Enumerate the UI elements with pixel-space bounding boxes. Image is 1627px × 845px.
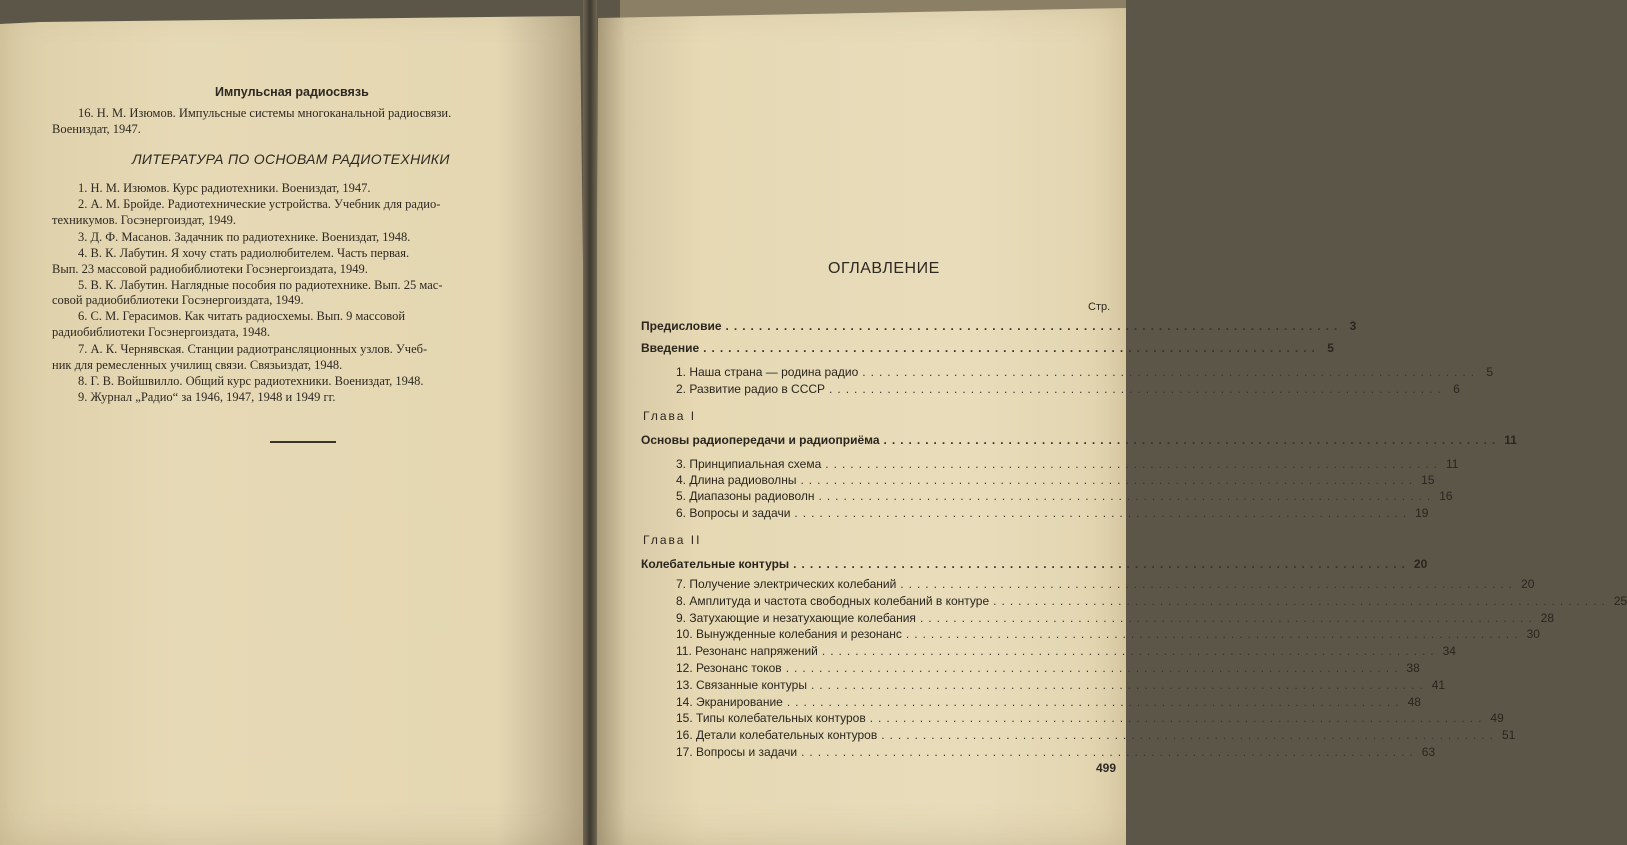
literature-item: 1. Н. М. Изюмов. Курс радиотехники. Воениздат, 1947. xyxy=(78,181,371,195)
toc-entry: 13. Связанные контуры .......................................................................... 41 xyxy=(676,678,1446,692)
toc-entry: 17. Вопросы и задачи .......................................................................... 63 xyxy=(676,745,1436,759)
toc-entry: Основы радиопередачи и радиоприёма .......................................................................... 11 xyxy=(641,433,1517,447)
toc-entry: 5. Диапазоны радиоволн .......................................................................... 16 xyxy=(676,489,1453,503)
toc-entry: 16. Детали колебательных контуров .......................................................................... 51 xyxy=(676,728,1516,742)
literature-item: 4. В. К. Лабутин. Я хочу стать радиолюбителем. Часть первая. xyxy=(78,246,410,260)
toc-entry: 6. Вопросы и задачи .......................................................................... 19 xyxy=(676,506,1429,520)
literature-item-cont: Вып. 23 массовой радиобиблиотеки Госэнергоиздата, 1949. xyxy=(52,262,368,276)
literature-item-cont: ник для ремесленных училищ связи. Связьиздат, 1948. xyxy=(52,358,343,372)
toc-entry: Введение .......................................................................... 5 xyxy=(641,341,1334,355)
toc-entry: Предисловие .......................................................................... 3 xyxy=(641,319,1357,333)
literature-item: 3. Д. Ф. Масанов. Задачник по радиотехнике. Воениздат, 1948. xyxy=(78,230,411,244)
literature-item: 8. Г. В. Войшвилло. Общий курс радиотехники. Воениздат, 1948. xyxy=(78,374,424,388)
toc-title: ОГЛАВЛЕНИЕ xyxy=(828,260,940,277)
literature-item: 2. А. М. Бройде. Радиотехнические устройства. Учебник для радио- xyxy=(78,197,441,211)
page-number: 499 xyxy=(1096,761,1117,775)
toc-entry: 11. Резонанс напряжений .......................................................................... 34 xyxy=(676,644,1456,658)
literature-item: 6. С. М. Герасимов. Как читать радиосхемы. Вып. 9 массовой xyxy=(78,309,406,323)
pulse-entry-line2: Воениздат, 1947. xyxy=(52,122,141,136)
literature-item-cont: радиобиблиотеки Госэнергоиздата, 1948. xyxy=(52,325,270,339)
toc-entry: 1. Наша страна — родина радио .......................................................................... 5 xyxy=(676,365,1493,379)
literature-item: 7. А. К. Чернявская. Станции радиотрансляционных узлов. Учеб- xyxy=(78,342,428,356)
toc-entry: 2. Развитие радио в СССР .......................................................................... 6 xyxy=(676,382,1460,396)
toc-entry: 10. Вынужденные колебания и резонанс .......................................................................... 30 xyxy=(676,627,1540,641)
toc-entry: 4. Длина радиоволны .......................................................................... 15 xyxy=(676,473,1435,487)
closing-rule xyxy=(270,441,336,443)
chapter-heading: Глава I xyxy=(643,409,697,423)
toc-entry: 12. Резонанс токов .......................................................................... 38 xyxy=(676,661,1420,675)
book-gutter xyxy=(583,0,597,845)
chapter-heading: Глава II xyxy=(643,533,702,547)
page-column-label: Стр. xyxy=(1088,301,1111,313)
toc-entry: 14. Экранирование .......................................................................... 48 xyxy=(676,695,1421,709)
literature-item-cont: техникумов. Госэнергоиздат, 1949. xyxy=(52,213,236,227)
toc-entry: 7. Получение электрических колебаний .......................................................................... 20 xyxy=(676,577,1535,591)
pulse-entry-line1: 16. Н. М. Изюмов. Импульсные системы многоканальной радиосвязи. xyxy=(78,106,452,120)
section-title: Импульсная радиосвязь xyxy=(215,85,369,99)
literature-heading: ЛИТЕРАТУРА ПО ОСНОВАМ РАДИОТЕХНИКИ xyxy=(132,151,450,167)
toc-entry: 3. Принципиальная схема .......................................................................... 11 xyxy=(676,457,1459,471)
toc-entry: 9. Затухающие и незатухающие колебания .......................................................................... 28 xyxy=(676,611,1555,625)
literature-item-cont: совой радиобиблиотеки Госэнергоиздата, 1949. xyxy=(52,293,304,307)
toc-entry: 15. Типы колебательных контуров .......................................................................... 49 xyxy=(676,711,1504,725)
toc-entry: 8. Амплитуда и частота свободных колебаний в контуре .......................................................................... 25 xyxy=(676,594,1627,608)
literature-item: 9. Журнал „Радио“ за 1946, 1947, 1948 и 1949 гг. xyxy=(78,390,336,404)
literature-item: 5. В. К. Лабутин. Наглядные пособия по радиотехнике. Вып. 25 мас- xyxy=(78,278,443,292)
toc-entry: Колебательные контуры .......................................................................... 20 xyxy=(641,557,1428,571)
